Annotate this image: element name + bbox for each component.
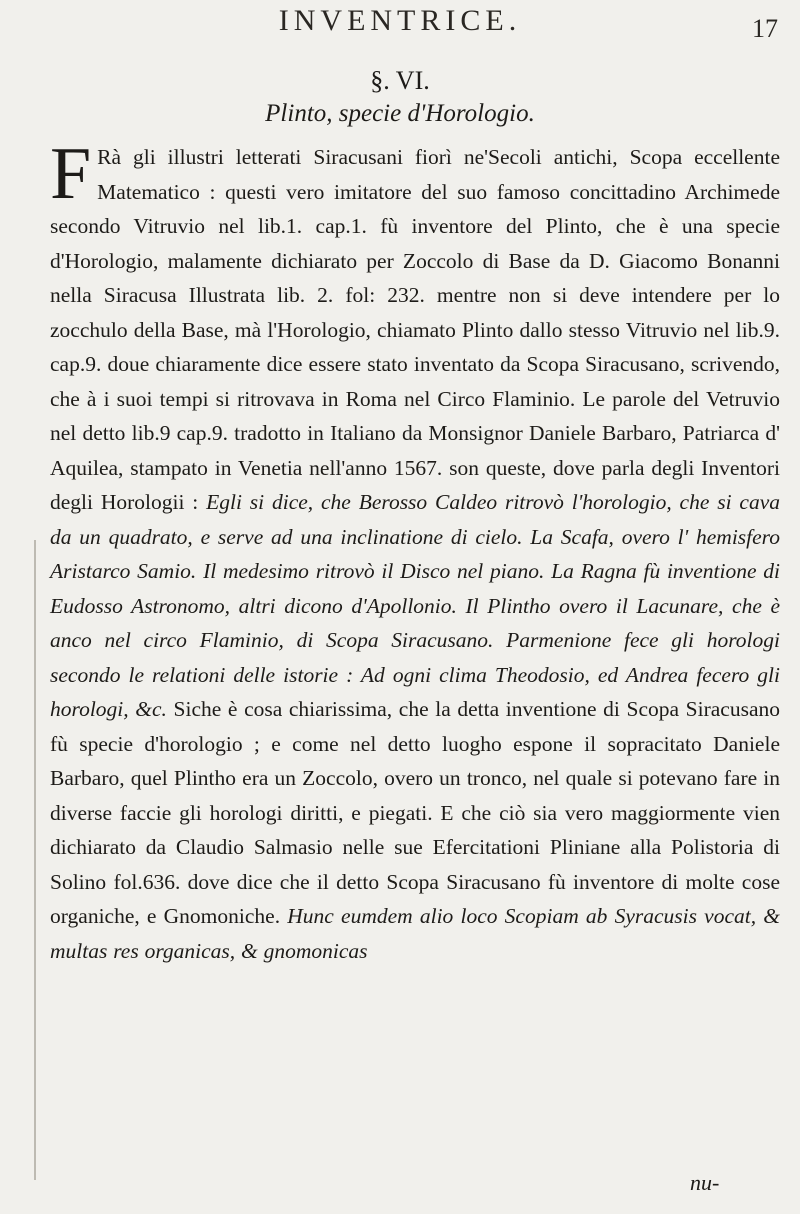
paragraph bbox=[50, 133, 781, 968]
body-text bbox=[50, 133, 781, 968]
section-number: §. VI. bbox=[370, 66, 430, 95]
latin-quotation: Hunc eumdem alio loco Scopiam ab Syracusis vocat, & multas res organicas, & gnomonicas bbox=[50, 904, 781, 963]
section-title: Plinto, specie d'Horologio. bbox=[265, 100, 535, 127]
page-number: 17 bbox=[752, 14, 778, 43]
paragraph-text: Rà gli illustri letterati Siracusani fiorì ne'Secoli antichi, Scopa eccellente Matematico : questi vero imitatore del suo famoso concittadino Archimede secondo Vitruvio nel lib.1. cap.1. fù inventore del Plinto, che è una specie d'Horologio, malamente dichiarato per Zoccolo di Base da D. Giacomo Bonanni nella Siracusa Illustrata lib. 2. fol: 232. mentre non si deve intendere per lo zocchulo della Base, mà l'Horologio, chiamato Plinto dallo stesso Vitruvio nel lib.9. cap.9. doue chiaramente dice essere stato inventato da Scopa Siracusano, scrivendo, che à i suoi tempi si ritrovava in Roma nel Circo Flaminio. Le parole del Vetruvio nel detto lib.9 cap.9. tradotto in Italiano da Monsignor Daniele Barbaro, Patriarca d' Aquilea, stampato in Venetia nell'anno 1567. son queste, dove parla degli Inventori degli Horologii : bbox=[50, 145, 780, 514]
paragraph-continuation: Siche è cosa chiarissima, che la detta inventione di Scopa Siracusano fù specie d'horologio ; e come nel detto luogho espone il sopracitato Daniele Barbaro, quel Plintho era un Zoccolo, overo un tronco, nel quale si potevano fare in diverse faccie gli horologi diritti, e piegati. E che ciò sia vero maggiormente vien dichiarato da Claudio Salmasio nelle sue Efercitationi Pliniane alla Polistoria di Solino fol.636. dove dice che il detto Scopa Siracusano fù inventore di molte cose organiche, e Gnomoniche. bbox=[50, 697, 780, 928]
catchword: nu- bbox=[690, 1170, 720, 1195]
vitruvius-quotation: Egli si dice, che Berosso Caldeo ritrovò l'horologio, che si cava da un quadrato, e serve ad una inclinatione di cielo. La Scafa, overo l' hemisfero Aristarco Samio. Il medesimo ritrovò il Disco nel piano. La Ragna fù inventione di Eudosso Astronomo, altri dicono d'Apollonio. Il Plintho overo il Lacunare, che è anco nel circo Flaminio, di Scopa Siracusano. Parmenione fece gli horologi secondo le relationi delle istorie : Ad ogni clima Theodosio, ed Andrea fecero gli horologi, &c. bbox=[50, 490, 780, 721]
running-head: INVENTRICE. bbox=[278, 4, 522, 37]
page-edge-shadow bbox=[34, 540, 36, 1180]
drop-cap: F bbox=[50, 133, 92, 215]
